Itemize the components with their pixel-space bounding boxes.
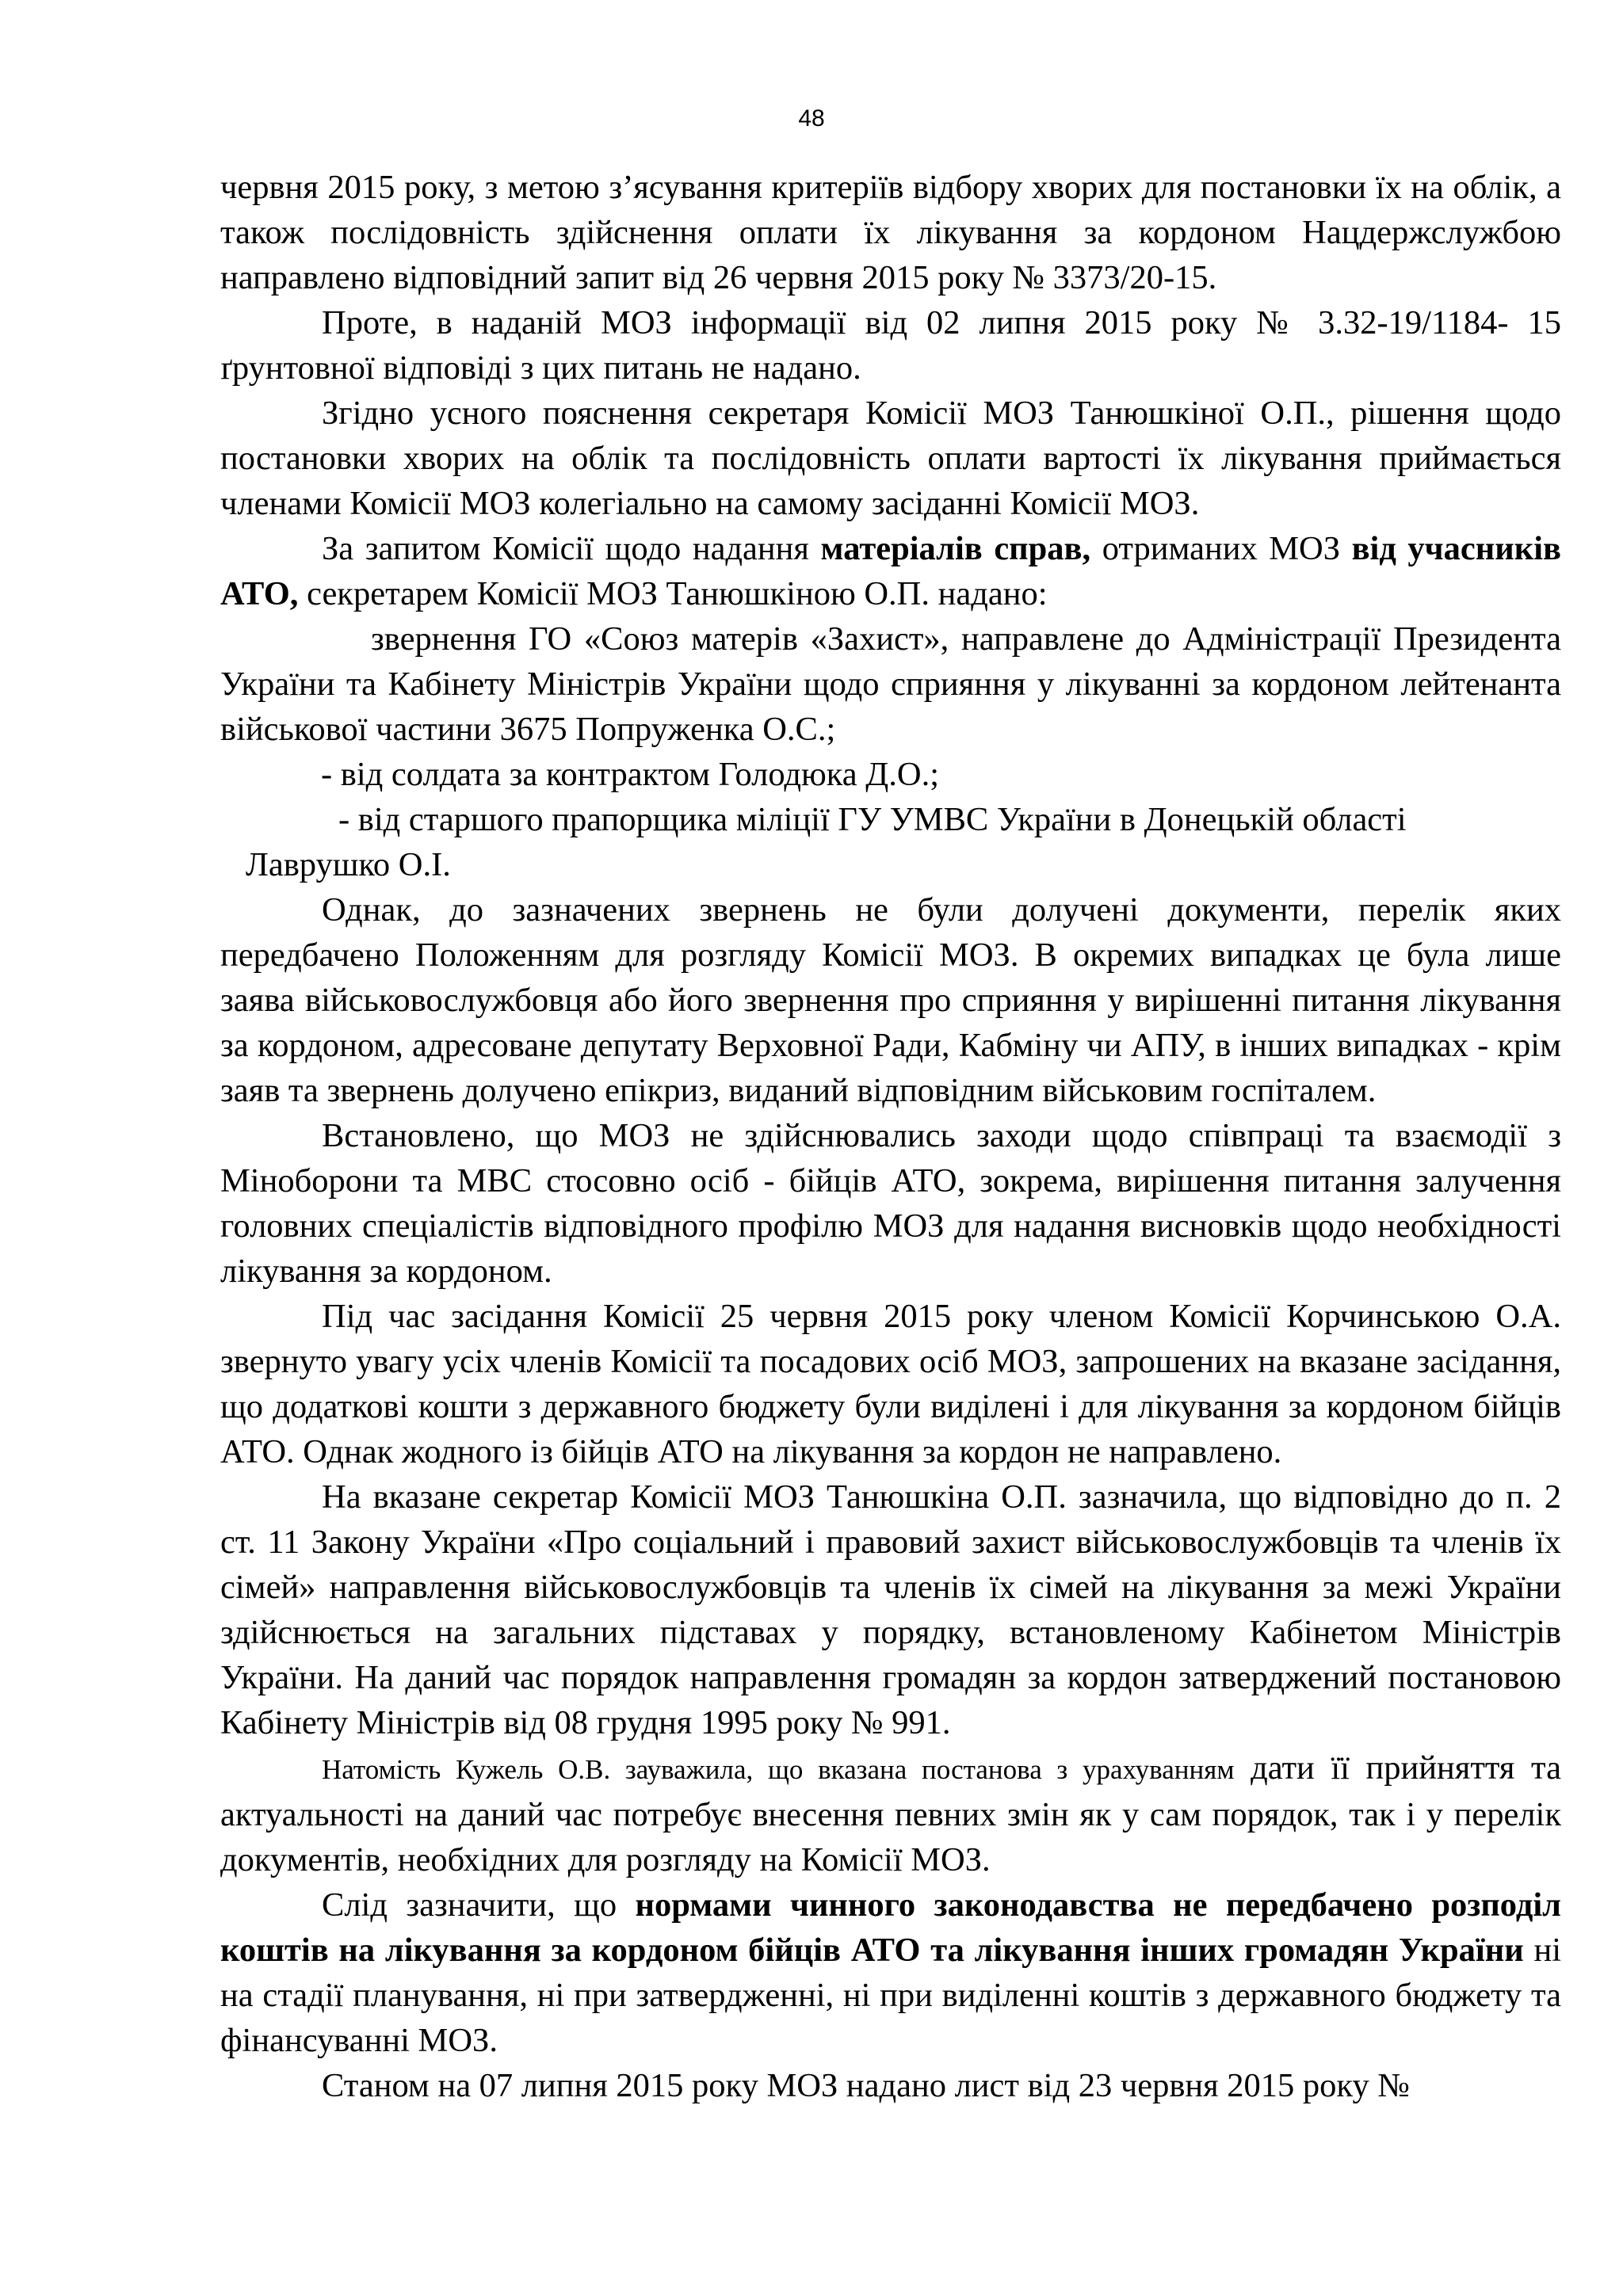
- bold-materials: матеріалів справ,: [820, 530, 1091, 567]
- page-number: 48: [798, 105, 825, 132]
- document-body: [220, 165, 1561, 2108]
- bold-participants: від учасників АТО,: [220, 530, 1561, 612]
- paragraph-8: Однак, до зазначених звернень не були долучені документи, перелік яких передбачено Положенням для розгляду Комісії МОЗ. В окремих випадках це була лише заява військовослужбовця або його звернення про сприяння у вирішенні питання лікування за кордоном, адресоване депутату Верховної Ради, Кабміну чи АПУ, в інших випадках - крім заяв та звернень долучено епікриз, виданий відповідним військовим госпіталем.: [220, 891, 1561, 1109]
- paragraph-9: Встановлено, що МОЗ не здійснювались заходи щодо співпраці та взаємодії з Міноборони та МВС стосовно осіб - бійців АТО, зокрема, вирішення питання залучення головних спеціалістів відповідного профілю МОЗ для надання висновків щодо необхідності лікування за кордоном.: [220, 1117, 1561, 1290]
- paragraph-14: Станом на 07 липня 2015 року МОЗ надано лист від 23 червня 2015 року №: [322, 2067, 1410, 2104]
- paragraph-4: За запитом Комісії щодо надання матеріалів справ, отриманих МОЗ від учасників АТО, секретарем Комісії МОЗ Танюшкіною О.П. надано:: [220, 530, 1561, 612]
- paragraph-1: червня 2015 року, з метою з’ясування критеріїв відбору хворих для постановки їх на облік, а також послідовність здійснення оплати їх лікування за кордоном Нацдержслужбою направлено відповідний запит від 26 червня 2015 року № 3373/20-15.: [220, 169, 1561, 296]
- list-item-appeal: звернення ГО «Союз матерів «Захист», направлене до Адміністрації Президента України та Кабінету Міністрів України щодо сприяння у лікуванні за кордоном лейтенанта військової частини 3675 Попруженка О.С.;: [220, 620, 1561, 748]
- list-item-ensign-name: Лаврушко О.І.: [246, 846, 451, 883]
- paragraph-2: Проте, в наданій МОЗ інформації від 02 липня 2015 року № 3.32-19/1184- 15 ґрунтовної відповіді з цих питань не надано.: [220, 304, 1561, 387]
- list-item-soldier: - від солдата за контрактом Голодюка Д.О.;: [321, 756, 940, 793]
- list-item-ensign: - від старшого прапорщика міліції ГУ УМВС України в Донецькій області: [338, 801, 1407, 838]
- paragraph-12: Натомість Кужель О.В. зауважила, що вказана постанова з урахуванням дати її прийняття та актуальності на даний час потребує внесення певних змін як у сам порядок, так і у перелік документів, необхідних для розгляду на Комісії МОЗ.: [220, 1749, 1562, 1878]
- paragraph-13: Слід зазначити, що нормами чинного законодавства не передбачено розподіл коштів на лікування за кордоном бійців АТО та лікування інших громадян України ні на стадії планування, ні при затвердженні, ні при виділенні коштів з державного бюджету та фінансуванні МОЗ.: [220, 1886, 1562, 2059]
- bold-norms: нормами чинного законодавства не передбачено розподіл коштів на лікування за кордоном бійців АТО та лікування інших громадян України: [220, 1886, 1561, 1969]
- paragraph-3: Згідно усного пояснення секретаря Комісії МОЗ Танюшкіної О.П., рішення щодо постановки хворих на облік та послідовність оплати вартості їх лікування приймається членами Комісії МОЗ колегіально на самому засіданні Комісії МОЗ.: [220, 395, 1561, 522]
- paragraph-11: На вказане секретар Комісії МОЗ Танюшкіна О.П. зазначила, що відповідно до п. 2 ст. 11 Закону України «Про соціальний і правовий захист військовослужбовців та членів їх сімей» направлення військовослужбовців та членів їх сімей на лікування за межі України здійснюється на загальних підставах у порядку, встановленому Кабінетом Міністрів України. На даний час порядок направлення громадян за кордон затверджений постановою Кабінету Міністрів від 08 грудня 1995 року № 991.: [220, 1478, 1561, 1741]
- paragraph-10: Під час засідання Комісії 25 червня 2015 року членом Комісії Корчинською О.А. звернуто увагу усіх членів Комісії та посадових осіб МОЗ, запрошених на вказане засідання, що додаткові кошти з державного бюджету були виділені і для лікування за кордоном бійців АТО. Однак жодного із бійців АТО на лікування за кордон не направлено.: [220, 1298, 1561, 1470]
